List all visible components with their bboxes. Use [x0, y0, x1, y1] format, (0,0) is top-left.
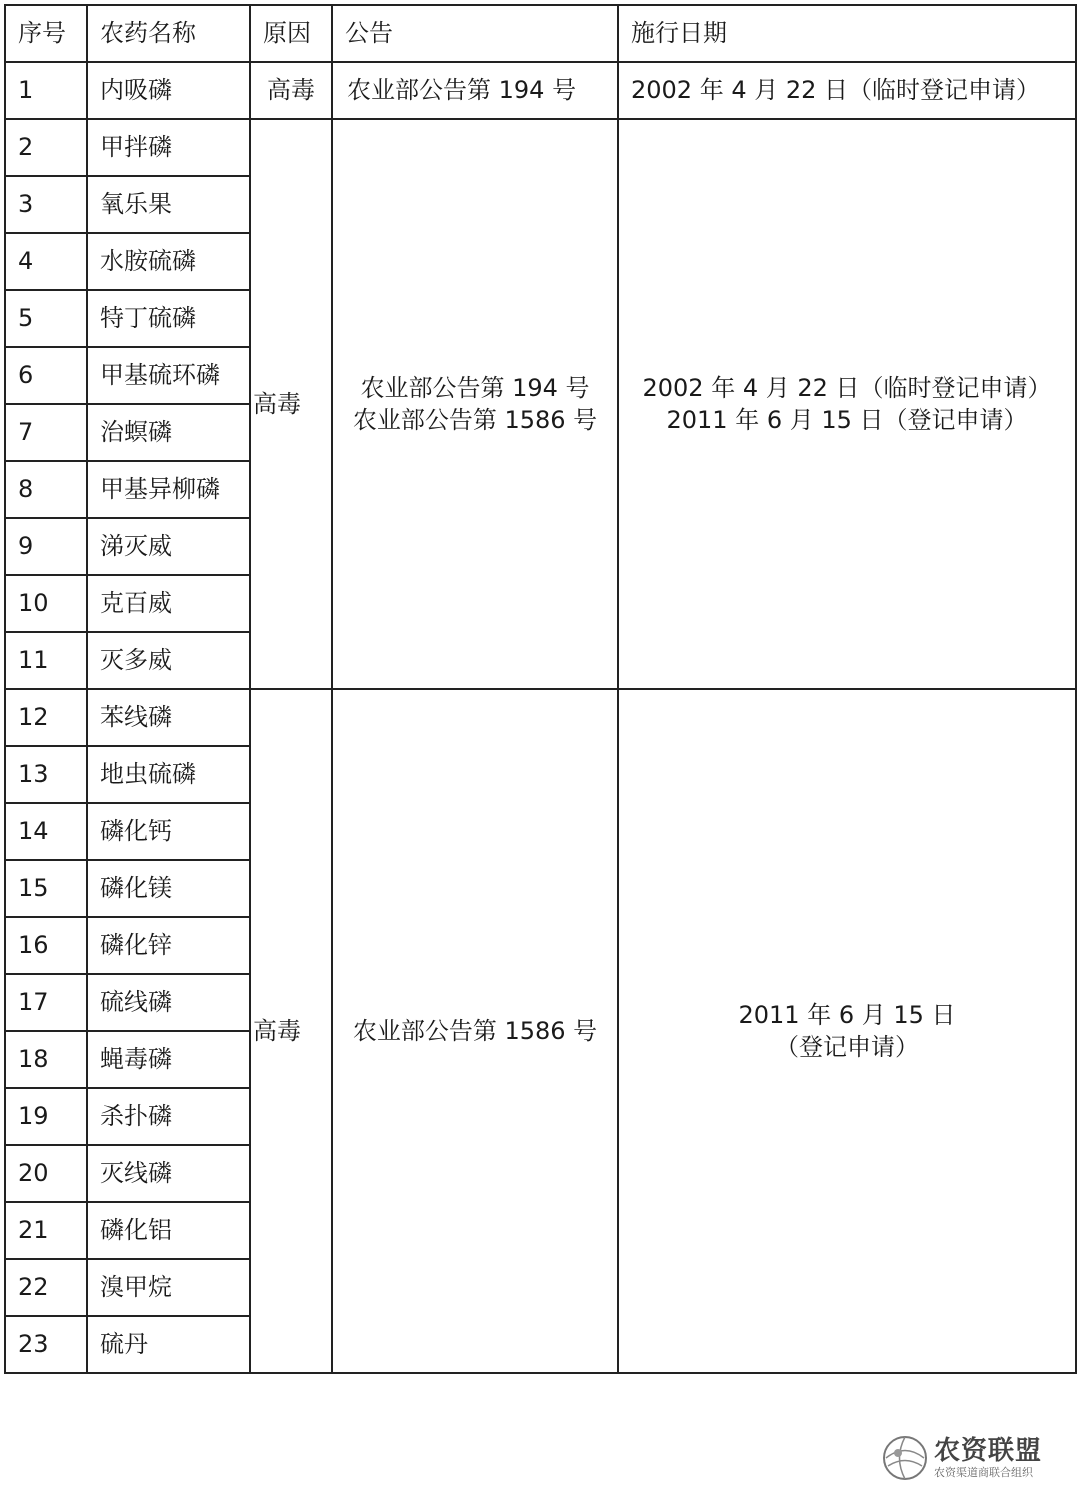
- table-row: [5, 62, 1076, 119]
- cell-name: 磷化镁: [87, 860, 250, 917]
- cell-no: 11: [5, 632, 87, 689]
- cell-announcement: [332, 689, 618, 1373]
- cell-name: 治螟磷: [87, 404, 250, 461]
- cell-no: 12: [5, 689, 87, 746]
- cell-name: 灭多威: [87, 632, 250, 689]
- cell-name: 涕灭威: [87, 518, 250, 575]
- cell-name: 杀扑磷: [87, 1088, 250, 1145]
- cell-name: 磷化铝: [87, 1202, 250, 1259]
- cell-no: 20: [5, 1145, 87, 1202]
- cell-date: [618, 119, 1076, 689]
- cell-name: 克百威: [87, 575, 250, 632]
- watermark: [880, 1432, 1070, 1484]
- cell-name: 灭线磷: [87, 1145, 250, 1202]
- announcement-line: 农业部公告第 1586 号: [352, 1016, 598, 1045]
- cell-no: 10: [5, 575, 87, 632]
- cell-name: 内吸磷: [87, 62, 250, 119]
- cell-no: 14: [5, 803, 87, 860]
- table-row: [5, 689, 1076, 746]
- cell-no: 15: [5, 860, 87, 917]
- announcement-line: 农业部公告第 194 号: [360, 373, 590, 402]
- cell-announcement: [332, 119, 618, 689]
- cell-reason: 高毒: [250, 62, 332, 119]
- cell-name: 氧乐果: [87, 176, 250, 233]
- cell-name: 特丁硫磷: [87, 290, 250, 347]
- cell-no: 2: [5, 119, 87, 176]
- announcement-line: 农业部公告第 1586 号: [352, 406, 598, 434]
- table-row: [5, 119, 1076, 176]
- cell-date: 2002 年 4 月 22 日（临时登记申请）: [618, 62, 1076, 119]
- cell-name: 甲基硫环磷: [87, 347, 250, 404]
- cell-name: 溴甲烷: [87, 1259, 250, 1316]
- header-name: 农药名称: [87, 5, 250, 62]
- date-line: 2011 年 6 月 15 日: [738, 1000, 956, 1029]
- cell-announcement: 农业部公告第 194 号: [332, 62, 618, 119]
- cell-no: 4: [5, 233, 87, 290]
- cell-name: 甲基异柳磷: [87, 461, 250, 518]
- cell-no: 3: [5, 176, 87, 233]
- cell-name: 蝇毒磷: [87, 1031, 250, 1088]
- header-reason: 原因: [250, 5, 332, 62]
- cell-no: 17: [5, 974, 87, 1031]
- date-line: 2011 年 6 月 15 日（登记申请）: [666, 406, 1028, 434]
- cell-name: 地虫硫磷: [87, 746, 250, 803]
- cell-no: 9: [5, 518, 87, 575]
- table-header-row: [5, 5, 1076, 62]
- header-date: 施行日期: [618, 5, 1076, 62]
- cell-no: 13: [5, 746, 87, 803]
- cell-no: 21: [5, 1202, 87, 1259]
- cell-no: 16: [5, 917, 87, 974]
- cell-no: 7: [5, 404, 87, 461]
- watermark-subtitle: 农资渠道商联合组织: [934, 1465, 1033, 1479]
- watermark-title: 农资联盟: [934, 1436, 1043, 1467]
- cell-no: 1: [5, 62, 87, 119]
- date-line: 2002 年 4 月 22 日（临时登记申请）: [642, 373, 1052, 402]
- cell-date: [618, 689, 1076, 1373]
- date-line: （登记申请）: [775, 1033, 919, 1061]
- cell-name: 硫线磷: [87, 974, 250, 1031]
- cell-name: 磷化锌: [87, 917, 250, 974]
- cell-no: 19: [5, 1088, 87, 1145]
- cell-name: 硫丹: [87, 1316, 250, 1373]
- cell-no: 23: [5, 1316, 87, 1373]
- cell-name: 苯线磷: [87, 689, 250, 746]
- cell-name: 水胺硫磷: [87, 233, 250, 290]
- pesticide-table: [4, 4, 1077, 1374]
- header-no: 序号: [5, 5, 87, 62]
- globe-logo-icon: [880, 1433, 930, 1483]
- cell-no: 5: [5, 290, 87, 347]
- cell-name: 磷化钙: [87, 803, 250, 860]
- cell-no: 8: [5, 461, 87, 518]
- cell-reason: 高毒: [250, 119, 332, 689]
- cell-no: 22: [5, 1259, 87, 1316]
- cell-name: 甲拌磷: [87, 119, 250, 176]
- cell-no: 6: [5, 347, 87, 404]
- cell-no: 18: [5, 1031, 87, 1088]
- cell-reason: 高毒: [250, 689, 332, 1373]
- header-announcement: 公告: [332, 5, 618, 62]
